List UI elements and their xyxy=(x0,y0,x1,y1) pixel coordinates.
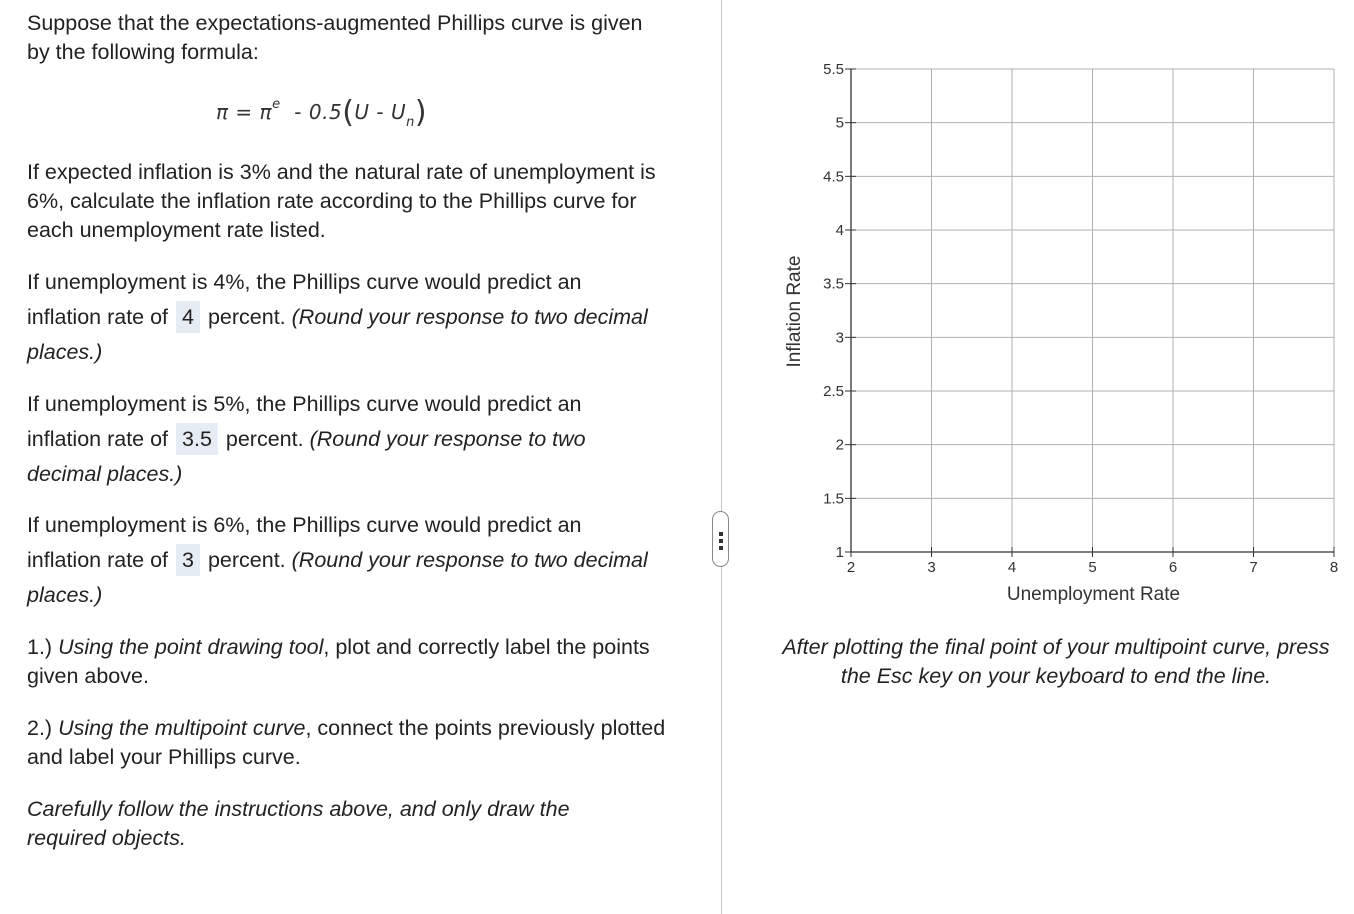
question-1-hint: (Round your response to two decimal places.) xyxy=(27,305,648,364)
question-1-unit: percent. xyxy=(207,305,286,329)
question-2-hint: (Round your response to two decimal places.) xyxy=(27,427,586,486)
y-axis-title: Inflation Rate xyxy=(784,255,805,368)
answer-field-1[interactable]: 4 xyxy=(176,301,200,333)
y-tick-label: 2 xyxy=(835,436,844,454)
instruction-1 xyxy=(27,633,677,691)
instruction-1-number: 1.) xyxy=(27,635,53,659)
question-1-lead: If unemployment is 4%, the Phillips curve would predict an inflation rate of xyxy=(27,270,582,329)
formula-equals: = xyxy=(235,100,253,124)
y-tick-label: 3.5 xyxy=(823,275,844,293)
question-2 xyxy=(27,387,657,492)
y-tick-label: 3 xyxy=(835,329,844,347)
question-1 xyxy=(27,265,657,370)
instruction-1-tool: Using the point drawing tool xyxy=(58,635,324,659)
formula-pi: π xyxy=(216,100,229,124)
formula-minus: - xyxy=(294,100,303,124)
y-tick-label: 5 xyxy=(835,114,844,132)
answer-field-3[interactable]: 3 xyxy=(176,544,200,576)
handle-dots-icon xyxy=(719,532,723,553)
question-3-hint: (Round your response to two decimal places.) xyxy=(27,548,648,607)
formula-close-paren: ) xyxy=(414,95,428,130)
instruction-2-tool: Using the multipoint curve xyxy=(58,716,306,740)
x-tick-label: 3 xyxy=(927,559,936,576)
formula-coefficient: 0.5 xyxy=(308,100,343,124)
y-tick-label: 4.5 xyxy=(823,168,844,186)
y-tick-label: 4 xyxy=(835,222,844,239)
instruction-2-number: 2.) xyxy=(27,716,53,740)
intro-text: Suppose that the expectations-augmented Phillips curve is given by the following formula: xyxy=(27,11,643,64)
pane-divider xyxy=(721,0,722,914)
y-tick-label: 1.5 xyxy=(823,490,844,508)
formula-open-paren: ( xyxy=(342,95,355,130)
context-text: If expected inflation is 3% and the natural rate of unemployment is 6%, calculate the inflation rate according to the Phillips curve for each unemployment rate listed. xyxy=(27,160,656,242)
y-tick-label: 2.5 xyxy=(823,383,844,400)
instruction-2 xyxy=(27,714,677,772)
x-tick-label: 4 xyxy=(1007,559,1017,576)
phillips-formula xyxy=(216,92,428,130)
formula-superscript-e: e xyxy=(272,97,281,112)
question-2-lead: If unemployment is 5%, the Phillips curve would predict an inflation rate of xyxy=(27,392,582,451)
y-tick-label: 5.5 xyxy=(823,61,844,78)
answer-field-2[interactable]: 3.5 xyxy=(176,423,218,455)
x-axis-title: Unemployment Rate xyxy=(1006,584,1181,605)
formula-minus-2: - xyxy=(376,100,385,124)
question-3-unit: percent. xyxy=(207,548,286,572)
formula-pi-e: π xyxy=(259,100,273,124)
x-tick-label: 2 xyxy=(846,559,856,576)
instruction-1-rest: , plot and correctly label the points given above. xyxy=(27,635,650,688)
x-tick-label: 8 xyxy=(1329,559,1339,576)
y-tick-label: 1 xyxy=(835,544,844,561)
graph-canvas[interactable] xyxy=(760,40,1354,620)
formula-u: U xyxy=(354,100,370,124)
question-3 xyxy=(27,508,657,613)
pane-resize-handle[interactable] xyxy=(712,511,729,567)
instruction-2-rest: , connect the points previously plotted and label your Phillips curve. xyxy=(27,716,666,769)
x-tick-label: 7 xyxy=(1249,559,1258,576)
graph-instruction-note: After plotting the final point of your multipoint curve, press the Esc key on your keyboard to end the line. xyxy=(782,635,1330,688)
formula-un: U xyxy=(390,100,407,124)
question-2-unit: percent. xyxy=(225,427,304,451)
x-tick-label: 5 xyxy=(1088,559,1097,576)
formula-subscript-n: n xyxy=(406,115,415,130)
caution-text: Carefully follow the instructions above, and only draw the required objects. xyxy=(27,797,570,850)
x-tick-label: 6 xyxy=(1168,559,1178,576)
question-3-lead: If unemployment is 6%, the Phillips curve would predict an inflation rate of xyxy=(27,513,582,572)
